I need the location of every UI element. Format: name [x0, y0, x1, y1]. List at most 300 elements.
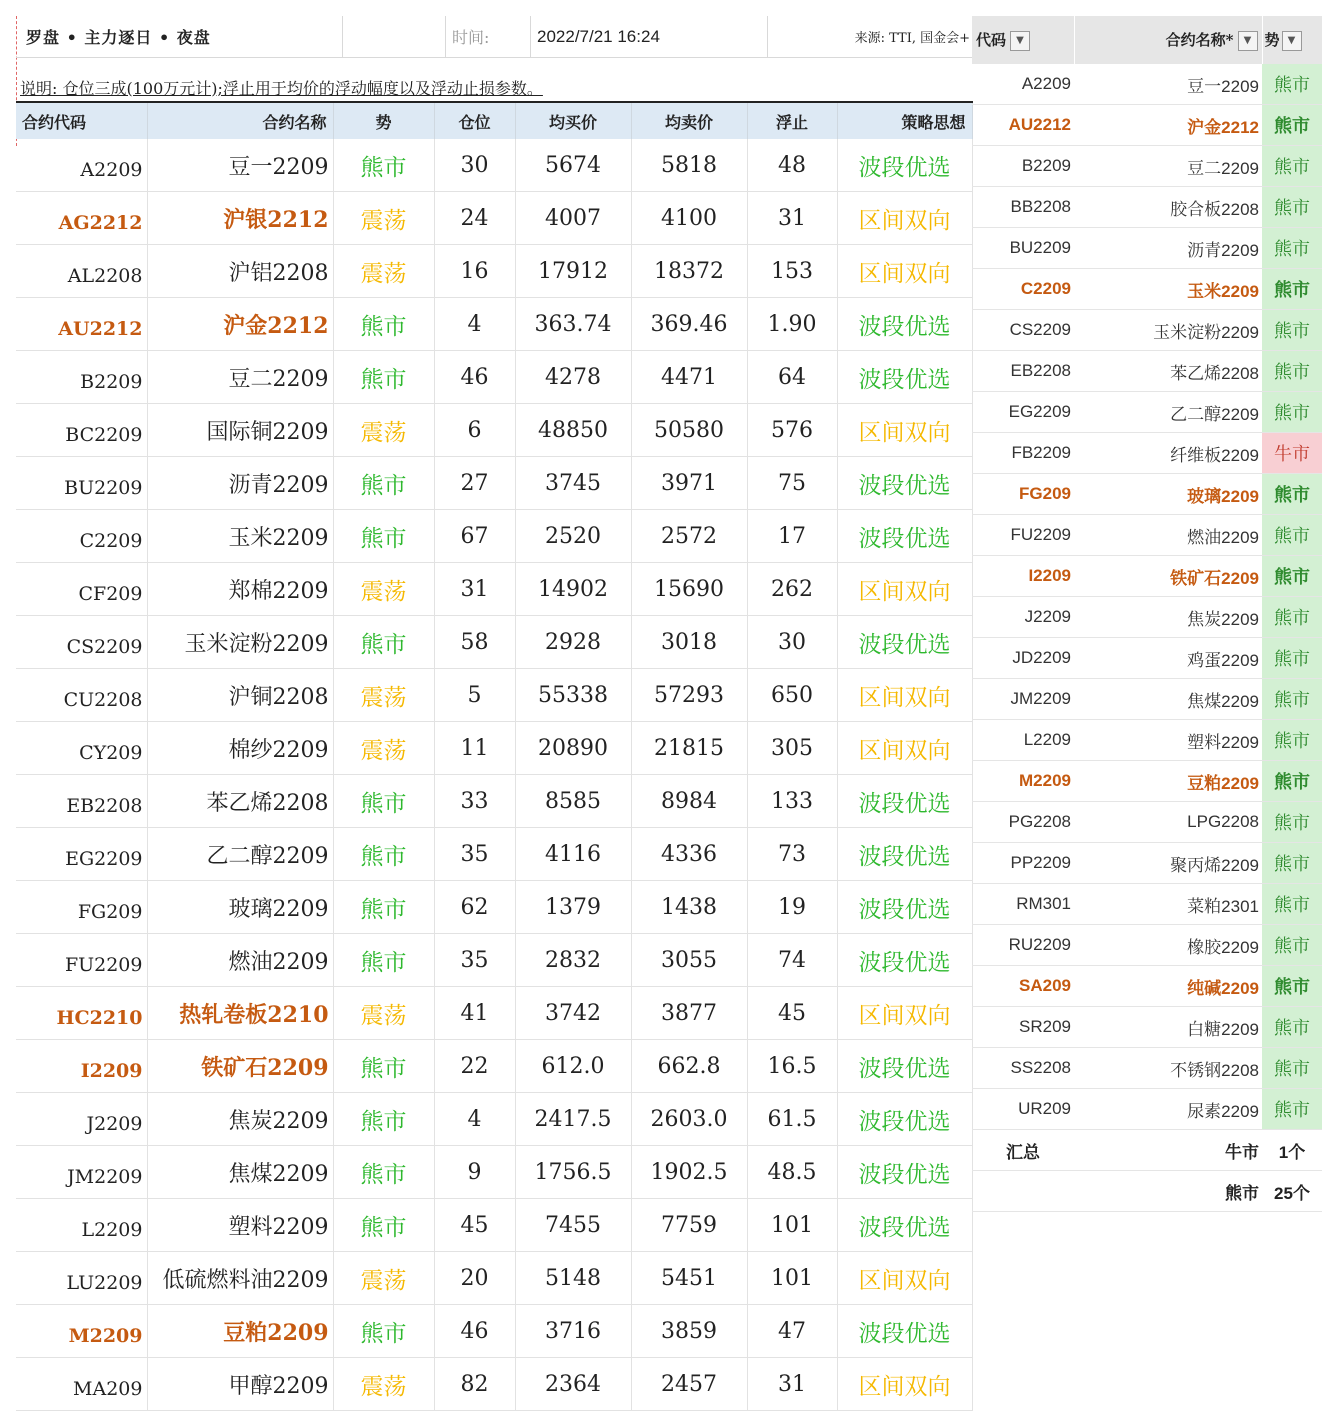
contract-code-cell[interactable]: CF209	[16, 563, 147, 616]
strategy-cell[interactable]: 波段优选	[837, 881, 972, 934]
contract-code-cell[interactable]: JM2209	[16, 1146, 147, 1199]
strategy-cell[interactable]: 波段优选	[837, 616, 972, 669]
float-stop-cell[interactable]: 45	[747, 987, 837, 1040]
position-cell[interactable]: 9	[434, 1146, 515, 1199]
filter-name-cell[interactable]: 焦煤2209	[1074, 679, 1262, 720]
avg-sell-cell[interactable]: 5818	[631, 139, 747, 192]
contract-name-cell[interactable]: 沪银2212	[147, 192, 333, 245]
float-stop-cell[interactable]: 1.90	[747, 298, 837, 351]
contract-name-cell[interactable]: 豆一2209	[147, 139, 333, 192]
filter-trend-cell[interactable]: 牛市	[1262, 433, 1322, 474]
contract-code-cell[interactable]: LU2209	[16, 1252, 147, 1305]
filter-trend-cell[interactable]: 熊市	[1262, 392, 1322, 433]
filter-trend-cell[interactable]: 熊市	[1262, 925, 1322, 966]
avg-sell-cell[interactable]: 2603.0	[631, 1093, 747, 1146]
filter-code-cell[interactable]: FG209	[972, 474, 1074, 515]
filter-code-cell[interactable]: RU2209	[972, 925, 1074, 966]
avg-buy-cell[interactable]: 612.0	[515, 1040, 631, 1093]
filter-code-cell[interactable]: A2209	[972, 64, 1074, 105]
trend-cell[interactable]: 熊市	[333, 1146, 434, 1199]
avg-sell-cell[interactable]: 662.8	[631, 1040, 747, 1093]
trend-cell[interactable]: 熊市	[333, 775, 434, 828]
filter-code-cell[interactable]: BU2209	[972, 228, 1074, 269]
avg-sell-cell[interactable]: 3971	[631, 457, 747, 510]
filter-trend-cell[interactable]: 熊市	[1262, 843, 1322, 884]
float-stop-cell[interactable]: 17	[747, 510, 837, 563]
col-header-trend[interactable]: 势	[333, 102, 434, 139]
filter-name-cell[interactable]: 胶合板2208	[1074, 187, 1262, 228]
filter-name-cell[interactable]: 玉米2209	[1074, 269, 1262, 310]
avg-sell-cell[interactable]: 57293	[631, 669, 747, 722]
float-stop-cell[interactable]: 16.5	[747, 1040, 837, 1093]
float-stop-cell[interactable]: 101	[747, 1199, 837, 1252]
strategy-cell[interactable]: 波段优选	[837, 775, 972, 828]
filter-trend-cell[interactable]: 熊市	[1262, 64, 1322, 105]
trend-cell[interactable]: 熊市	[333, 934, 434, 987]
dropdown-arrow-icon[interactable]: ▼	[1010, 31, 1030, 51]
position-cell[interactable]: 30	[434, 139, 515, 192]
filter-trend-cell[interactable]: 熊市	[1262, 515, 1322, 556]
filter-trend-cell[interactable]: 熊市	[1262, 351, 1322, 392]
filter-trend-cell[interactable]: 熊市	[1262, 966, 1322, 1007]
filter-trend-cell[interactable]: 熊市	[1262, 310, 1322, 351]
filter-trend-cell[interactable]: 熊市	[1262, 269, 1322, 310]
note-text[interactable]: 说明: 仓位三成(100万元计);浮止用于均价的浮动幅度以及浮动止损参数。	[20, 79, 543, 98]
position-cell[interactable]: 5	[434, 669, 515, 722]
filter-name-cell[interactable]: 鸡蛋2209	[1074, 638, 1262, 679]
avg-sell-cell[interactable]: 18372	[631, 245, 747, 298]
filter-code-cell[interactable]: BB2208	[972, 187, 1074, 228]
strategy-cell[interactable]: 区间双向	[837, 245, 972, 298]
avg-buy-cell[interactable]: 20890	[515, 722, 631, 775]
float-stop-cell[interactable]: 48	[747, 139, 837, 192]
filter-trend-cell[interactable]: 熊市	[1262, 105, 1322, 146]
contract-code-cell[interactable]: B2209	[16, 351, 147, 404]
trend-cell[interactable]: 熊市	[333, 881, 434, 934]
contract-name-cell[interactable]: 燃油2209	[147, 934, 333, 987]
col-header-avg-buy[interactable]: 均买价	[515, 102, 631, 139]
contract-name-cell[interactable]: 沥青2209	[147, 457, 333, 510]
filter-name-cell[interactable]: 苯乙烯2208	[1074, 351, 1262, 392]
filter-name-cell[interactable]: 尿素2209	[1074, 1089, 1262, 1130]
trend-cell[interactable]: 熊市	[333, 139, 434, 192]
position-cell[interactable]: 11	[434, 722, 515, 775]
avg-sell-cell[interactable]: 5451	[631, 1252, 747, 1305]
avg-sell-cell[interactable]: 369.46	[631, 298, 747, 351]
summary-bull-count[interactable]: 1个	[1262, 1130, 1322, 1171]
position-cell[interactable]: 58	[434, 616, 515, 669]
avg-buy-cell[interactable]: 2832	[515, 934, 631, 987]
contract-name-cell[interactable]: 玻璃2209	[147, 881, 333, 934]
strategy-cell[interactable]: 区间双向	[837, 987, 972, 1040]
strategy-cell[interactable]: 区间双向	[837, 1358, 972, 1411]
avg-sell-cell[interactable]: 21815	[631, 722, 747, 775]
strategy-cell[interactable]: 波段优选	[837, 351, 972, 404]
strategy-cell[interactable]: 波段优选	[837, 139, 972, 192]
avg-buy-cell[interactable]: 4278	[515, 351, 631, 404]
position-cell[interactable]: 46	[434, 351, 515, 404]
filter-code-cell[interactable]: C2209	[972, 269, 1074, 310]
filter-code-cell[interactable]: RM301	[972, 884, 1074, 925]
filter-col-trend[interactable]	[1262, 16, 1322, 64]
filter-trend-cell[interactable]: 熊市	[1262, 720, 1322, 761]
avg-buy-cell[interactable]: 4007	[515, 192, 631, 245]
filter-code-cell[interactable]: PG2208	[972, 802, 1074, 843]
strategy-cell[interactable]: 区间双向	[837, 1252, 972, 1305]
contract-name-cell[interactable]: 甲醇2209	[147, 1358, 333, 1411]
avg-sell-cell[interactable]: 1902.5	[631, 1146, 747, 1199]
trend-cell[interactable]: 震荡	[333, 1358, 434, 1411]
float-stop-cell[interactable]: 19	[747, 881, 837, 934]
position-cell[interactable]: 35	[434, 828, 515, 881]
filter-name-cell[interactable]: LPG2208	[1074, 802, 1262, 843]
filter-code-cell[interactable]: PP2209	[972, 843, 1074, 884]
filter-trend-cell[interactable]: 熊市	[1262, 1089, 1322, 1130]
filter-name-cell[interactable]: 纯碱2209	[1074, 966, 1262, 1007]
avg-buy-cell[interactable]: 363.74	[515, 298, 631, 351]
avg-buy-cell[interactable]: 14902	[515, 563, 631, 616]
summary-label[interactable]: 汇总	[972, 1130, 1074, 1171]
trend-cell[interactable]: 熊市	[333, 616, 434, 669]
filter-code-cell[interactable]: AU2212	[972, 105, 1074, 146]
position-cell[interactable]: 62	[434, 881, 515, 934]
strategy-cell[interactable]: 波段优选	[837, 1040, 972, 1093]
position-cell[interactable]: 82	[434, 1358, 515, 1411]
contract-code-cell[interactable]: FG209	[16, 881, 147, 934]
dropdown-arrow-icon[interactable]: ▼	[1238, 31, 1258, 51]
contract-code-cell[interactable]: L2209	[16, 1199, 147, 1252]
contract-name-cell[interactable]: 玉米2209	[147, 510, 333, 563]
filter-code-cell[interactable]: L2209	[972, 720, 1074, 761]
contract-code-cell[interactable]: CU2208	[16, 669, 147, 722]
filter-code-cell[interactable]: B2209	[972, 146, 1074, 187]
strategy-cell[interactable]: 波段优选	[837, 828, 972, 881]
avg-sell-cell[interactable]: 8984	[631, 775, 747, 828]
filter-code-cell[interactable]: JM2209	[972, 679, 1074, 720]
filter-table-row	[972, 1007, 1322, 1048]
trend-cell[interactable]: 震荡	[333, 192, 434, 245]
trend-cell[interactable]: 熊市	[333, 1040, 434, 1093]
trend-cell[interactable]: 震荡	[333, 987, 434, 1040]
strategy-cell[interactable]: 波段优选	[837, 1305, 972, 1358]
float-stop-cell[interactable]: 64	[747, 351, 837, 404]
avg-sell-cell[interactable]: 3055	[631, 934, 747, 987]
strategy-cell[interactable]: 区间双向	[837, 192, 972, 245]
position-cell[interactable]: 16	[434, 245, 515, 298]
avg-buy-cell[interactable]: 3742	[515, 987, 631, 1040]
filter-code-cell[interactable]: FB2209	[972, 433, 1074, 474]
filter-name-cell[interactable]: 不锈钢2208	[1074, 1048, 1262, 1089]
filter-name-cell[interactable]: 焦炭2209	[1074, 597, 1262, 638]
filter-table-row	[972, 638, 1322, 679]
filter-code-cell[interactable]: M2209	[972, 761, 1074, 802]
table-row	[16, 192, 972, 245]
filter-name-cell[interactable]: 纤维板2209	[1074, 433, 1262, 474]
position-cell[interactable]: 4	[434, 298, 515, 351]
filter-code-cell[interactable]: UR209	[972, 1089, 1074, 1130]
avg-buy-cell[interactable]: 4116	[515, 828, 631, 881]
strategy-cell[interactable]: 波段优选	[837, 457, 972, 510]
float-stop-cell[interactable]: 48.5	[747, 1146, 837, 1199]
filter-code-cell[interactable]: SS2208	[972, 1048, 1074, 1089]
contract-code-cell[interactable]: CS2209	[16, 616, 147, 669]
contract-code-cell[interactable]: M2209	[16, 1305, 147, 1358]
filter-trend-cell[interactable]: 熊市	[1262, 1048, 1322, 1089]
avg-buy-cell[interactable]: 5148	[515, 1252, 631, 1305]
avg-buy-cell[interactable]: 3745	[515, 457, 631, 510]
trend-cell[interactable]: 熊市	[333, 1305, 434, 1358]
avg-sell-cell[interactable]: 1438	[631, 881, 747, 934]
header-empty-cell[interactable]	[343, 16, 446, 57]
avg-buy-cell[interactable]: 1756.5	[515, 1146, 631, 1199]
summary-empty-cell[interactable]	[972, 1171, 1074, 1212]
avg-sell-cell[interactable]: 4336	[631, 828, 747, 881]
float-stop-cell[interactable]: 262	[747, 563, 837, 616]
avg-buy-cell[interactable]: 1379	[515, 881, 631, 934]
filter-name-cell[interactable]: 沥青2209	[1074, 228, 1262, 269]
summary-bear-label[interactable]: 熊市	[1074, 1171, 1262, 1212]
filter-name-cell[interactable]: 豆二2209	[1074, 146, 1262, 187]
filter-trend-cell[interactable]: 熊市	[1262, 638, 1322, 679]
avg-sell-cell[interactable]: 4471	[631, 351, 747, 404]
trend-cell[interactable]: 熊市	[333, 351, 434, 404]
avg-buy-cell[interactable]: 2928	[515, 616, 631, 669]
strategy-cell[interactable]: 波段优选	[837, 1146, 972, 1199]
avg-buy-cell[interactable]: 17912	[515, 245, 631, 298]
time-label[interactable]: 时间:	[446, 16, 531, 57]
float-stop-cell[interactable]: 61.5	[747, 1093, 837, 1146]
filter-trend-cell[interactable]: 熊市	[1262, 556, 1322, 597]
contract-name-cell[interactable]: 铁矿石2209	[147, 1040, 333, 1093]
filter-name-cell[interactable]: 豆一2209	[1074, 64, 1262, 105]
col-header-strategy[interactable]: 策略思想	[837, 102, 972, 139]
filter-name-cell[interactable]: 燃油2209	[1074, 515, 1262, 556]
filter-name-cell[interactable]: 沪金2212	[1074, 105, 1262, 146]
trend-cell[interactable]: 熊市	[333, 828, 434, 881]
avg-buy-cell[interactable]: 5674	[515, 139, 631, 192]
filter-code-cell[interactable]: CS2209	[972, 310, 1074, 351]
filter-trend-cell[interactable]: 熊市	[1262, 1007, 1322, 1048]
filter-trend-cell[interactable]: 熊市	[1262, 679, 1322, 720]
position-cell[interactable]: 46	[434, 1305, 515, 1358]
filter-trend-cell[interactable]: 熊市	[1262, 474, 1322, 515]
avg-sell-cell[interactable]: 3859	[631, 1305, 747, 1358]
avg-sell-cell[interactable]: 15690	[631, 563, 747, 616]
float-stop-cell[interactable]: 73	[747, 828, 837, 881]
strategy-cell[interactable]: 区间双向	[837, 722, 972, 775]
trend-cell[interactable]: 震荡	[333, 404, 434, 457]
summary-bull-label[interactable]: 牛市	[1074, 1130, 1262, 1171]
col-header-position[interactable]: 仓位	[434, 102, 515, 139]
summary-bear-count[interactable]: 25个	[1262, 1171, 1322, 1212]
contract-name-cell[interactable]: 沪铜2208	[147, 669, 333, 722]
contract-code-cell[interactable]: MA209	[16, 1358, 147, 1411]
contract-name-cell[interactable]: 国际铜2209	[147, 404, 333, 457]
contract-name-cell[interactable]: 焦煤2209	[147, 1146, 333, 1199]
filter-col-code[interactable]	[972, 16, 1074, 64]
contract-name-cell[interactable]: 乙二醇2209	[147, 828, 333, 881]
position-cell[interactable]: 31	[434, 563, 515, 616]
strategy-cell[interactable]: 波段优选	[837, 1093, 972, 1146]
float-stop-cell[interactable]: 30	[747, 616, 837, 669]
filter-trend-cell[interactable]: 熊市	[1262, 884, 1322, 925]
filter-name-cell[interactable]: 塑料2209	[1074, 720, 1262, 761]
filter-col-name[interactable]	[1074, 16, 1262, 64]
contract-code-cell[interactable]: BC2209	[16, 404, 147, 457]
float-stop-cell[interactable]: 47	[747, 1305, 837, 1358]
trend-cell[interactable]: 熊市	[333, 510, 434, 563]
filter-name-cell[interactable]: 白糖2209	[1074, 1007, 1262, 1048]
avg-buy-cell[interactable]: 55338	[515, 669, 631, 722]
position-cell[interactable]: 20	[434, 1252, 515, 1305]
float-stop-cell[interactable]: 153	[747, 245, 837, 298]
strategy-cell[interactable]: 区间双向	[837, 669, 972, 722]
filter-name-cell[interactable]: 聚丙烯2209	[1074, 843, 1262, 884]
filter-code-cell[interactable]: J2209	[972, 597, 1074, 638]
position-cell[interactable]: 24	[434, 192, 515, 245]
filter-code-cell[interactable]: I2209	[972, 556, 1074, 597]
contract-code-cell[interactable]: EB2208	[16, 775, 147, 828]
contract-name-cell[interactable]: 苯乙烯2208	[147, 775, 333, 828]
float-stop-cell[interactable]: 101	[747, 1252, 837, 1305]
contract-name-cell[interactable]: 郑棉2209	[147, 563, 333, 616]
trend-cell[interactable]: 震荡	[333, 722, 434, 775]
avg-sell-cell[interactable]: 4100	[631, 192, 747, 245]
contract-code-cell[interactable]: HC2210	[16, 987, 147, 1040]
filter-name-cell[interactable]: 乙二醇2209	[1074, 392, 1262, 433]
float-stop-cell[interactable]: 31	[747, 192, 837, 245]
float-stop-cell[interactable]: 31	[747, 1358, 837, 1411]
avg-buy-cell[interactable]: 8585	[515, 775, 631, 828]
filter-trend-cell[interactable]: 熊市	[1262, 597, 1322, 638]
contract-name-cell[interactable]: 豆二2209	[147, 351, 333, 404]
trend-cell[interactable]: 熊市	[333, 298, 434, 351]
contract-code-cell[interactable]: AU2212	[16, 298, 147, 351]
filter-name-cell[interactable]: 玉米淀粉2209	[1074, 310, 1262, 351]
contract-code-cell[interactable]: A2209	[16, 139, 147, 192]
table-row	[16, 1093, 972, 1146]
col-header-code[interactable]: 合约代码	[16, 102, 147, 139]
contract-name-cell[interactable]: 热轧卷板2210	[147, 987, 333, 1040]
filter-trend-cell[interactable]: 熊市	[1262, 187, 1322, 228]
contract-name-cell[interactable]: 塑料2209	[147, 1199, 333, 1252]
filter-code-cell[interactable]: FU2209	[972, 515, 1074, 556]
contract-name-cell[interactable]: 低硫燃料油2209	[147, 1252, 333, 1305]
float-stop-cell[interactable]: 576	[747, 404, 837, 457]
float-stop-cell[interactable]: 133	[747, 775, 837, 828]
contract-name-cell[interactable]: 焦炭2209	[147, 1093, 333, 1146]
filter-trend-cell[interactable]: 熊市	[1262, 802, 1322, 843]
float-stop-cell[interactable]: 650	[747, 669, 837, 722]
contract-name-cell[interactable]: 玉米淀粉2209	[147, 616, 333, 669]
avg-sell-cell[interactable]: 2572	[631, 510, 747, 563]
avg-buy-cell[interactable]: 2520	[515, 510, 631, 563]
position-cell[interactable]: 27	[434, 457, 515, 510]
col-header-avg-sell[interactable]: 均卖价	[631, 102, 747, 139]
col-header-float-stop[interactable]: 浮止	[747, 102, 837, 139]
filter-name-cell[interactable]: 橡胶2209	[1074, 925, 1262, 966]
filter-name-cell[interactable]: 豆粕2209	[1074, 761, 1262, 802]
filter-trend-cell[interactable]: 熊市	[1262, 228, 1322, 269]
avg-buy-cell[interactable]: 48850	[515, 404, 631, 457]
float-stop-cell[interactable]: 74	[747, 934, 837, 987]
avg-buy-cell[interactable]: 2417.5	[515, 1093, 631, 1146]
contract-code-cell[interactable]: AG2212	[16, 192, 147, 245]
contract-code-cell[interactable]: FU2209	[16, 934, 147, 987]
filter-name-cell[interactable]: 玻璃2209	[1074, 474, 1262, 515]
filter-code-cell[interactable]: JD2209	[972, 638, 1074, 679]
contract-name-cell[interactable]: 豆粕2209	[147, 1305, 333, 1358]
source-label[interactable]: 来源: TTI, 国金会+	[854, 31, 970, 46]
trend-cell[interactable]: 震荡	[333, 1252, 434, 1305]
avg-sell-cell[interactable]: 3018	[631, 616, 747, 669]
position-cell[interactable]: 22	[434, 1040, 515, 1093]
position-cell[interactable]: 6	[434, 404, 515, 457]
contract-code-cell[interactable]: J2209	[16, 1093, 147, 1146]
strategy-cell[interactable]: 区间双向	[837, 563, 972, 616]
filter-code-cell[interactable]: EB2208	[972, 351, 1074, 392]
contract-name-cell[interactable]: 沪铝2208	[147, 245, 333, 298]
avg-sell-cell[interactable]: 7759	[631, 1199, 747, 1252]
contract-name-cell[interactable]: 沪金2212	[147, 298, 333, 351]
position-cell[interactable]: 45	[434, 1199, 515, 1252]
avg-sell-cell[interactable]: 2457	[631, 1358, 747, 1411]
float-stop-cell[interactable]: 75	[747, 457, 837, 510]
float-stop-cell[interactable]: 305	[747, 722, 837, 775]
filter-code-cell[interactable]: SA209	[972, 966, 1074, 1007]
contract-code-cell[interactable]: BU2209	[16, 457, 147, 510]
position-cell[interactable]: 33	[434, 775, 515, 828]
filter-code-cell[interactable]: EG2209	[972, 392, 1074, 433]
strategy-cell[interactable]: 区间双向	[837, 404, 972, 457]
trend-cell[interactable]: 震荡	[333, 563, 434, 616]
strategy-cell[interactable]: 波段优选	[837, 510, 972, 563]
avg-buy-cell[interactable]: 3716	[515, 1305, 631, 1358]
trend-cell[interactable]: 熊市	[333, 1093, 434, 1146]
filter-trend-cell[interactable]: 熊市	[1262, 146, 1322, 187]
filter-active-icon[interactable]: ▼	[1282, 31, 1302, 51]
contract-code-cell[interactable]: C2209	[16, 510, 147, 563]
position-cell[interactable]: 4	[434, 1093, 515, 1146]
contract-code-cell[interactable]: EG2209	[16, 828, 147, 881]
contract-code-cell[interactable]: I2209	[16, 1040, 147, 1093]
position-cell[interactable]: 41	[434, 987, 515, 1040]
position-cell[interactable]: 67	[434, 510, 515, 563]
filter-name-cell[interactable]: 菜粕2301	[1074, 884, 1262, 925]
trend-cell[interactable]: 熊市	[333, 1199, 434, 1252]
contract-code-cell[interactable]: AL2208	[16, 245, 147, 298]
avg-buy-cell[interactable]: 7455	[515, 1199, 631, 1252]
strategy-cell[interactable]: 波段优选	[837, 1199, 972, 1252]
position-cell[interactable]: 35	[434, 934, 515, 987]
contract-code-cell[interactable]: CY209	[16, 722, 147, 775]
col-header-name[interactable]: 合约名称	[147, 102, 333, 139]
trend-cell[interactable]: 震荡	[333, 245, 434, 298]
filter-code-cell[interactable]: SR209	[972, 1007, 1074, 1048]
time-value[interactable]: 2022/7/21 16:24	[531, 16, 768, 57]
strategy-cell[interactable]: 波段优选	[837, 934, 972, 987]
contract-name-cell[interactable]: 棉纱2209	[147, 722, 333, 775]
trend-cell[interactable]: 熊市	[333, 457, 434, 510]
strategy-cell[interactable]: 波段优选	[837, 298, 972, 351]
avg-sell-cell[interactable]: 3877	[631, 987, 747, 1040]
sheet-title[interactable]: 罗盘 • 主力逐日 • 夜盘	[16, 16, 343, 57]
avg-buy-cell[interactable]: 2364	[515, 1358, 631, 1411]
filter-name-cell[interactable]: 铁矿石2209	[1074, 556, 1262, 597]
trend-cell[interactable]: 震荡	[333, 669, 434, 722]
filter-trend-cell[interactable]: 熊市	[1262, 761, 1322, 802]
avg-sell-cell[interactable]: 50580	[631, 404, 747, 457]
